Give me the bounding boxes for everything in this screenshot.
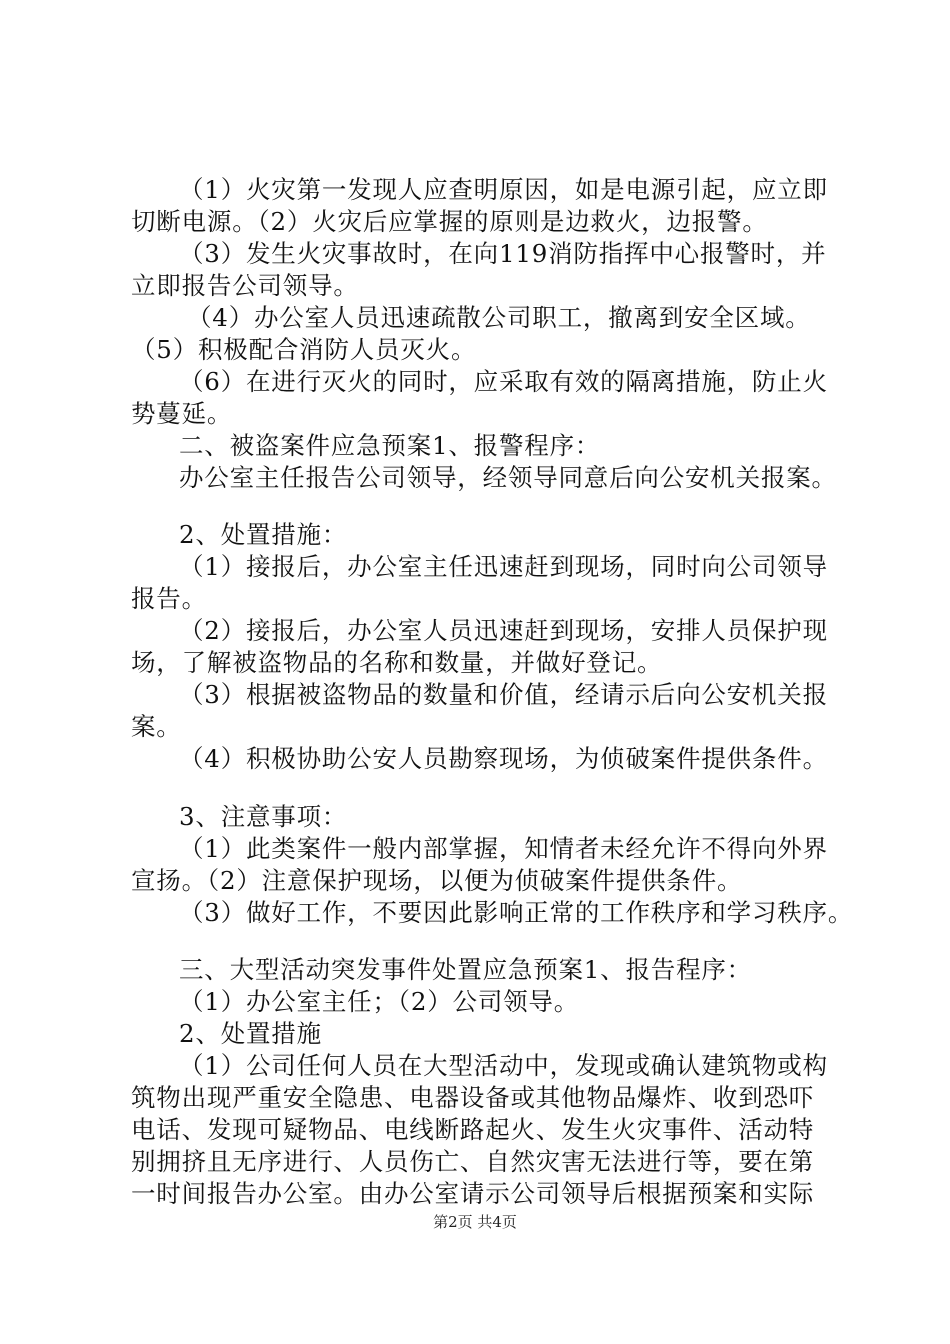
- page-footer: 第2页 共4页: [433, 1213, 517, 1231]
- subsection-heading: 2、处置措施：: [179, 520, 348, 549]
- text-line: （5）积极配合消防人员灭火。: [131, 335, 477, 364]
- text-line: （4）办公室人员迅速疏散公司职工，撤离到安全区域。: [187, 303, 811, 332]
- text-line: 场，了解被盗物品的名称和数量，并做好登记。: [131, 648, 663, 677]
- text-line: （1）火灾第一发现人应查明原因，如是电源引起，应立即: [179, 175, 828, 204]
- subsection-heading: 3、注意事项：: [179, 802, 348, 831]
- text-line: （4）积极协助公安人员勘察现场，为侦破案件提供条件。: [179, 744, 828, 773]
- section-heading: 三、大型活动突发事件处置应急预案1、报告程序：: [179, 955, 752, 984]
- text-line: 一时间报告办公室。由办公室请示公司领导后根据预案和实际: [131, 1179, 815, 1208]
- text-line: （3）发生火灾事故时，在向119消防指挥中心报警时，并: [179, 239, 827, 268]
- text-line: 切断电源。（2）火灾后应掌握的原则是边救火，边报警。: [131, 207, 768, 236]
- text-line: （6）在进行灭火的同时，应采取有效的隔离措施，防止火: [179, 367, 828, 396]
- subsection-heading: 2、处置措施: [179, 1019, 322, 1048]
- text-line: （3）做好工作，不要因此影响正常的工作秩序和学习秩序。: [179, 898, 854, 927]
- text-line: （2）接报后，办公室人员迅速赶到现场，安排人员保护现: [179, 616, 828, 645]
- text-line: 报告。: [131, 584, 207, 613]
- text-line: （1）接报后，办公室主任迅速赶到现场，同时向公司领导: [179, 552, 828, 581]
- text-line: （1）此类案件一般内部掌握，知情者未经允许不得向外界: [179, 834, 828, 863]
- text-line: 立即报告公司领导。: [131, 271, 359, 300]
- text-line: 宣扬。（2）注意保护现场，以便为侦破案件提供条件。: [131, 866, 743, 895]
- text-line: 办公室主任报告公司领导，经领导同意后向公安机关报案。: [179, 463, 837, 492]
- text-line: 案。: [131, 712, 182, 741]
- text-line: 别拥挤且无序进行、人员伤亡、自然灾害无法进行等，要在第: [131, 1147, 815, 1176]
- text-line: （1）公司任何人员在大型活动中，发现或确认建筑物或构: [179, 1051, 828, 1080]
- text-line: 筑物出现严重安全隐患、电器设备或其他物品爆炸、收到恐吓: [131, 1083, 815, 1112]
- text-line: 电话、发现可疑物品、电线断路起火、发生火灾事件、活动特: [131, 1115, 815, 1144]
- text-line: （3）根据被盗物品的数量和价值，经请示后向公安机关报: [179, 680, 828, 709]
- text-line: 势蔓延。: [131, 399, 233, 428]
- text-line: （1）办公室主任；（2）公司领导。: [179, 987, 580, 1016]
- section-heading: 二、被盗案件应急预案1、报警程序：: [179, 431, 601, 460]
